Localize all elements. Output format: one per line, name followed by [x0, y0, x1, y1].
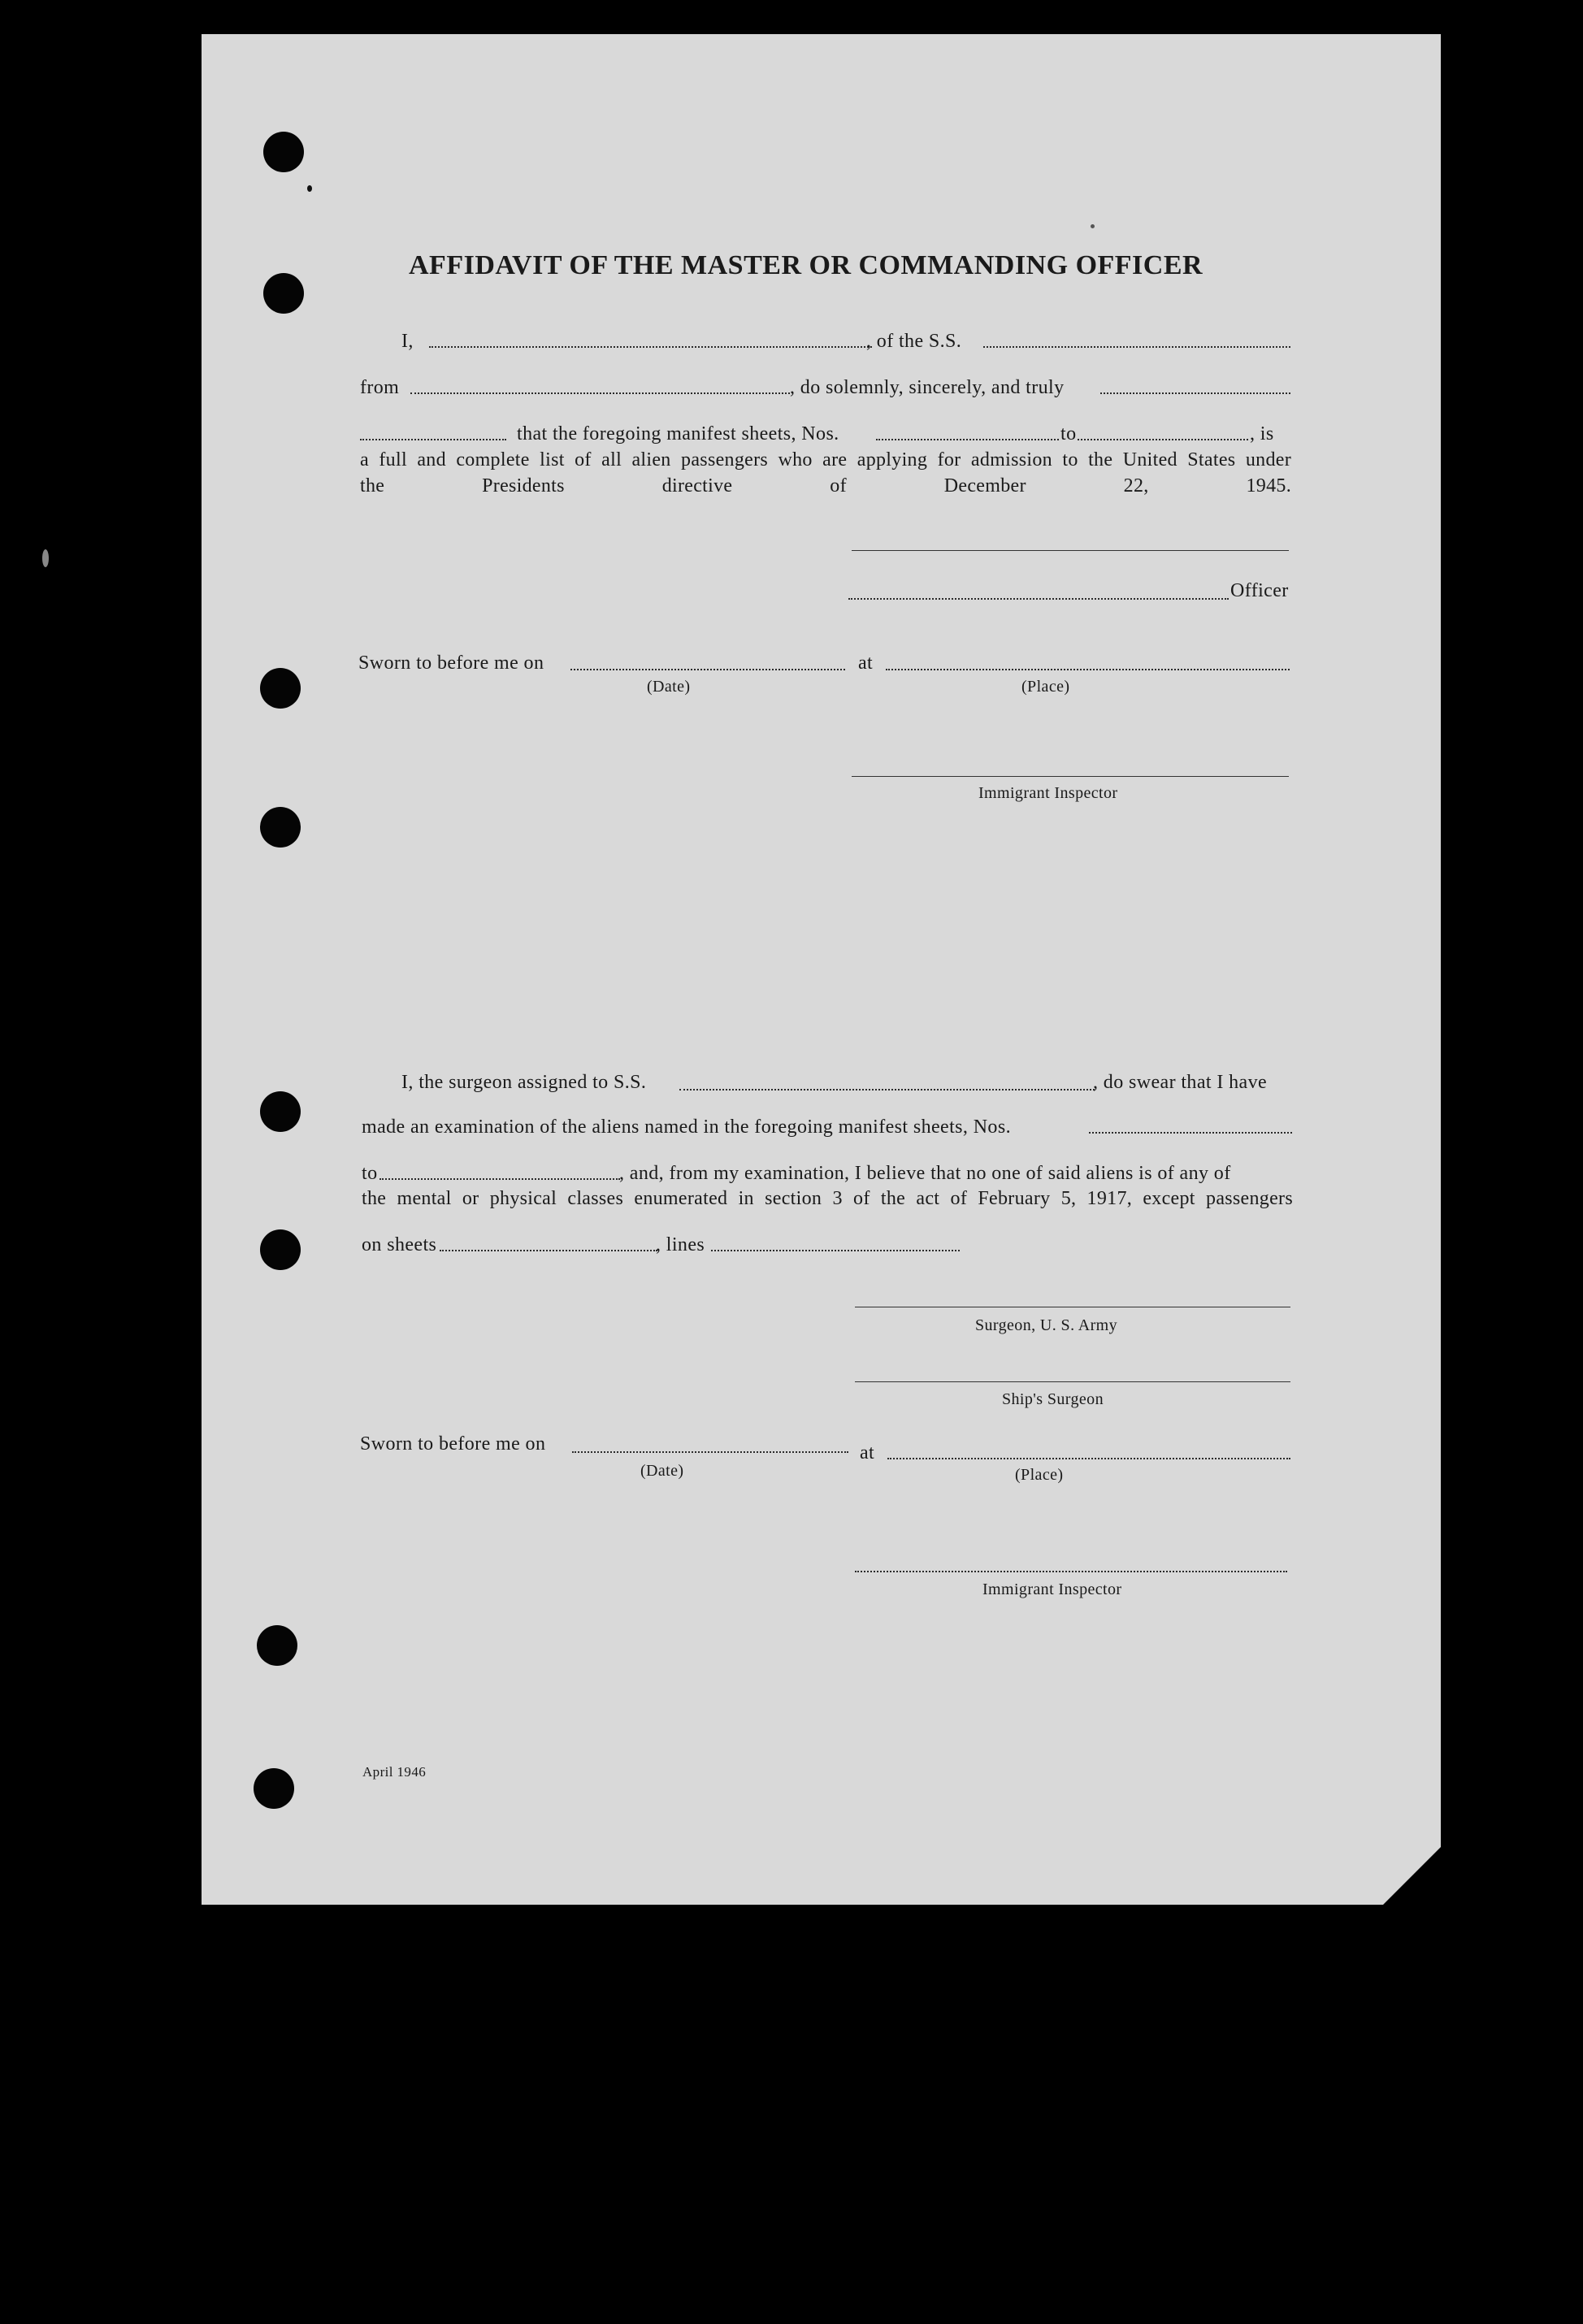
army-surgeon-caption: Surgeon, U. S. Army: [975, 1316, 1118, 1334]
lines-label: , lines: [656, 1234, 705, 1255]
punch-hole: [254, 1768, 294, 1809]
sworn-place-field[interactable]: [886, 669, 1290, 670]
at-label: at: [858, 653, 874, 674]
sheet-to-field[interactable]: [1078, 439, 1248, 440]
form-title: AFFIDAVIT OF THE MASTER OR COMMANDING OFFICER: [409, 250, 1204, 280]
do-solemnly-label: , do solemnly, sincerely, and truly: [790, 377, 1065, 398]
ships-surgeon-signature-line[interactable]: [855, 1381, 1290, 1382]
clipped-corner: [1381, 1846, 1442, 1906]
i-label: I,: [401, 331, 414, 352]
form-paper: [202, 34, 1441, 1905]
speck: [42, 549, 49, 567]
officer-signature-line[interactable]: [848, 598, 1229, 600]
inspector-signature-line-2[interactable]: [855, 1571, 1287, 1572]
punch-hole: [260, 668, 301, 709]
port-from-field[interactable]: [410, 392, 790, 394]
speck: [307, 185, 312, 192]
punch-hole: [260, 807, 301, 848]
place-caption-2: (Place): [1015, 1466, 1064, 1484]
to-label: to: [1060, 423, 1077, 444]
ship-name-field[interactable]: [983, 346, 1290, 348]
from-label: from: [360, 377, 400, 398]
swear-field[interactable]: [360, 439, 506, 440]
inspector-caption-2: Immigrant Inspector: [982, 1580, 1122, 1598]
to-label-2: to: [362, 1163, 378, 1184]
punch-hole: [257, 1625, 297, 1666]
date-caption: (Date): [647, 678, 691, 696]
punch-hole: [263, 132, 304, 172]
do-swear-label: , do swear that I have: [1093, 1072, 1268, 1093]
inspector-signature-line[interactable]: [852, 776, 1289, 777]
on-sheets-label: on sheets: [362, 1234, 437, 1255]
of-ss-label: , of the S.S.: [866, 331, 962, 352]
form-date: April 1946: [362, 1764, 427, 1780]
sworn-label: Sworn to before me on: [358, 653, 544, 674]
master-signature-line[interactable]: [852, 550, 1289, 551]
officer-label: Officer: [1230, 580, 1289, 601]
manifest-label: that the foregoing manifest sheets, Nos.: [517, 423, 839, 444]
speck: [1091, 224, 1095, 228]
surgeon-label: I, the surgeon assigned to S.S.: [401, 1072, 647, 1093]
sworn-label-2: Sworn to before me on: [360, 1433, 546, 1455]
directive-text: the Presidents directive of December 22, 1945.: [360, 475, 1291, 496]
sworn-date-field[interactable]: [570, 669, 845, 670]
sworn-place-field-2[interactable]: [887, 1458, 1290, 1459]
made-exam-text: made an examination of the aliens named in the foregoing manifest sheets, Nos.: [362, 1116, 1011, 1138]
is-label: , is: [1250, 423, 1274, 444]
truly-field[interactable]: [1100, 392, 1290, 394]
sheet-from-field[interactable]: [876, 439, 1059, 440]
master-name-field[interactable]: [429, 346, 872, 348]
exception-lines-field[interactable]: [711, 1250, 960, 1251]
date-caption-2: (Date): [640, 1462, 684, 1480]
sworn-date-field-2[interactable]: [572, 1451, 848, 1453]
mental-classes-text: the mental or physical classes enumerated in section 3 of the act of February 5, 1917, except passengers: [362, 1188, 1293, 1209]
exception-sheets-field[interactable]: [440, 1250, 657, 1251]
full-list-text: a full and complete list of all alien passengers who are applying for admission to the United States under: [360, 449, 1291, 470]
punch-hole: [263, 273, 304, 314]
punch-hole: [260, 1229, 301, 1270]
inspector-caption: Immigrant Inspector: [978, 784, 1118, 802]
place-caption: (Place): [1021, 678, 1070, 696]
exam-sheet-to-field[interactable]: [379, 1178, 620, 1180]
ships-surgeon-caption: Ship's Surgeon: [1002, 1390, 1104, 1408]
at-label-2: at: [860, 1442, 875, 1463]
exam-sheet-from-field[interactable]: [1089, 1132, 1292, 1134]
punch-hole: [260, 1091, 301, 1132]
surgeon-ship-field[interactable]: [679, 1089, 1095, 1090]
and-from-text: , and, from my examination, I believe that no one of said aliens is of any of: [619, 1163, 1231, 1184]
